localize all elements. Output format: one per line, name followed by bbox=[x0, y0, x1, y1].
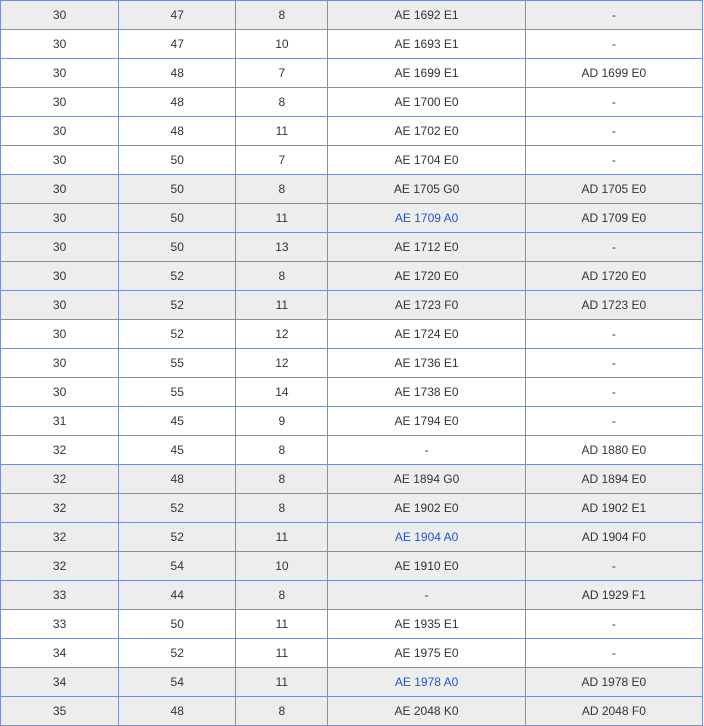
part-number-link[interactable]: AE 1709 A0 bbox=[394, 211, 459, 225]
table-row bbox=[1, 233, 703, 262]
cell-col3: 7 bbox=[236, 146, 328, 175]
cell-col1: 33 bbox=[1, 610, 119, 639]
cell-col1: 30 bbox=[1, 349, 119, 378]
cell-col5: - bbox=[525, 349, 702, 378]
table-body bbox=[1, 1, 703, 726]
cell-col3: 8 bbox=[236, 436, 328, 465]
cell-col3: 11 bbox=[236, 639, 328, 668]
cell-col2: 50 bbox=[119, 175, 236, 204]
cell-col2: 48 bbox=[119, 117, 236, 146]
cell-col5: - bbox=[525, 639, 702, 668]
table-row bbox=[1, 1, 703, 30]
cell-col4: AE 1693 E1 bbox=[328, 30, 525, 59]
cell-col5: AD 1902 E1 bbox=[525, 494, 702, 523]
cell-col1: 32 bbox=[1, 523, 119, 552]
cell-col5: AD 1720 E0 bbox=[525, 262, 702, 291]
table-row bbox=[1, 378, 703, 407]
cell-col4: AE 1975 E0 bbox=[328, 639, 525, 668]
part-number-link[interactable]: AE 1904 A0 bbox=[394, 530, 459, 544]
cell-col5: - bbox=[525, 407, 702, 436]
cell-col2: 50 bbox=[119, 233, 236, 262]
cell-col3: 11 bbox=[236, 204, 328, 233]
cell-col2: 48 bbox=[119, 59, 236, 88]
cell-col5: - bbox=[525, 117, 702, 146]
cell-col1: 32 bbox=[1, 465, 119, 494]
table-row bbox=[1, 30, 703, 59]
cell-col4: AE 1738 E0 bbox=[328, 378, 525, 407]
cell-col1: 30 bbox=[1, 175, 119, 204]
cell-col4: AE 1705 G0 bbox=[328, 175, 525, 204]
cell-col4: AE 1712 E0 bbox=[328, 233, 525, 262]
cell-col4: AE 1723 F0 bbox=[328, 291, 525, 320]
table-row bbox=[1, 291, 703, 320]
cell-col4: AE 1935 E1 bbox=[328, 610, 525, 639]
cell-col3: 8 bbox=[236, 1, 328, 30]
table-row bbox=[1, 465, 703, 494]
cell-col1: 30 bbox=[1, 117, 119, 146]
table-row bbox=[1, 175, 703, 204]
table-row bbox=[1, 581, 703, 610]
cell-col3: 7 bbox=[236, 59, 328, 88]
cell-col4: AE 1699 E1 bbox=[328, 59, 525, 88]
cell-col5: - bbox=[525, 233, 702, 262]
cell-col2: 50 bbox=[119, 204, 236, 233]
table-row bbox=[1, 59, 703, 88]
cell-col2: 50 bbox=[119, 610, 236, 639]
cell-col2: 52 bbox=[119, 523, 236, 552]
table-row bbox=[1, 320, 703, 349]
cell-col4: AE 1700 E0 bbox=[328, 88, 525, 117]
cell-col2: 52 bbox=[119, 291, 236, 320]
cell-col1: 30 bbox=[1, 59, 119, 88]
cell-col2: 52 bbox=[119, 320, 236, 349]
table-row bbox=[1, 523, 703, 552]
cell-col5: AD 1978 E0 bbox=[525, 668, 702, 697]
cell-col3: 8 bbox=[236, 581, 328, 610]
cell-col1: 33 bbox=[1, 581, 119, 610]
cell-col5: - bbox=[525, 320, 702, 349]
cell-col5: - bbox=[525, 1, 702, 30]
cell-col2: 55 bbox=[119, 378, 236, 407]
cell-col2: 50 bbox=[119, 146, 236, 175]
cell-col5: - bbox=[525, 378, 702, 407]
cell-col4: AE 1720 E0 bbox=[328, 262, 525, 291]
cell-col1: 34 bbox=[1, 639, 119, 668]
cell-col4: AE 1794 E0 bbox=[328, 407, 525, 436]
cell-col1: 30 bbox=[1, 320, 119, 349]
cell-col2: 55 bbox=[119, 349, 236, 378]
cell-col2: 48 bbox=[119, 465, 236, 494]
cell-col4: AE 1702 E0 bbox=[328, 117, 525, 146]
cell-col4: AE 2048 K0 bbox=[328, 697, 525, 726]
cell-col2: 47 bbox=[119, 1, 236, 30]
table-row bbox=[1, 117, 703, 146]
cell-col2: 52 bbox=[119, 262, 236, 291]
cell-col3: 12 bbox=[236, 320, 328, 349]
cell-col4: - bbox=[328, 581, 525, 610]
cell-col5: AD 2048 F0 bbox=[525, 697, 702, 726]
cell-col3: 13 bbox=[236, 233, 328, 262]
table-row bbox=[1, 697, 703, 726]
cell-col5: - bbox=[525, 146, 702, 175]
cell-col2: 52 bbox=[119, 639, 236, 668]
table-row bbox=[1, 262, 703, 291]
table-row bbox=[1, 349, 703, 378]
cell-col5: AD 1709 E0 bbox=[525, 204, 702, 233]
cell-col1: 30 bbox=[1, 378, 119, 407]
table-row bbox=[1, 146, 703, 175]
cell-col3: 14 bbox=[236, 378, 328, 407]
cell-col2: 48 bbox=[119, 697, 236, 726]
cell-col5: - bbox=[525, 610, 702, 639]
cell-col2: 54 bbox=[119, 552, 236, 581]
cell-col4 bbox=[328, 523, 525, 552]
cell-col4: AE 1894 G0 bbox=[328, 465, 525, 494]
cell-col3: 8 bbox=[236, 175, 328, 204]
cell-col1: 35 bbox=[1, 697, 119, 726]
cell-col4 bbox=[328, 204, 525, 233]
cell-col3: 12 bbox=[236, 349, 328, 378]
table-row bbox=[1, 668, 703, 697]
cell-col5: AD 1904 F0 bbox=[525, 523, 702, 552]
cell-col3: 9 bbox=[236, 407, 328, 436]
cell-col3: 11 bbox=[236, 523, 328, 552]
cell-col3: 10 bbox=[236, 30, 328, 59]
cell-col3: 8 bbox=[236, 697, 328, 726]
cell-col5: AD 1929 F1 bbox=[525, 581, 702, 610]
cell-col4: - bbox=[328, 436, 525, 465]
table-row bbox=[1, 436, 703, 465]
cell-col3: 8 bbox=[236, 465, 328, 494]
cell-col1: 34 bbox=[1, 668, 119, 697]
cell-col4 bbox=[328, 668, 525, 697]
cell-col2: 54 bbox=[119, 668, 236, 697]
cell-col3: 8 bbox=[236, 494, 328, 523]
cell-col2: 44 bbox=[119, 581, 236, 610]
cell-col3: 8 bbox=[236, 262, 328, 291]
cell-col1: 30 bbox=[1, 204, 119, 233]
cell-col1: 30 bbox=[1, 146, 119, 175]
cell-col4: AE 1692 E1 bbox=[328, 1, 525, 30]
cell-col5: AD 1699 E0 bbox=[525, 59, 702, 88]
cell-col5: - bbox=[525, 552, 702, 581]
cell-col5: - bbox=[525, 30, 702, 59]
cell-col3: 8 bbox=[236, 88, 328, 117]
cell-col5: AD 1705 E0 bbox=[525, 175, 702, 204]
table-row bbox=[1, 639, 703, 668]
cell-col1: 32 bbox=[1, 552, 119, 581]
cell-col3: 11 bbox=[236, 610, 328, 639]
table-row bbox=[1, 88, 703, 117]
cell-col3: 10 bbox=[236, 552, 328, 581]
table-row bbox=[1, 610, 703, 639]
table-row bbox=[1, 407, 703, 436]
cell-col1: 32 bbox=[1, 436, 119, 465]
cell-col2: 47 bbox=[119, 30, 236, 59]
cell-col1: 32 bbox=[1, 494, 119, 523]
cell-col1: 30 bbox=[1, 233, 119, 262]
cell-col2: 48 bbox=[119, 88, 236, 117]
cell-col2: 45 bbox=[119, 407, 236, 436]
table-row bbox=[1, 494, 703, 523]
cell-col5: AD 1723 E0 bbox=[525, 291, 702, 320]
cell-col1: 30 bbox=[1, 262, 119, 291]
table-row bbox=[1, 204, 703, 233]
cell-col5: AD 1880 E0 bbox=[525, 436, 702, 465]
cell-col4: AE 1902 E0 bbox=[328, 494, 525, 523]
cell-col5: - bbox=[525, 88, 702, 117]
cell-col4: AE 1910 E0 bbox=[328, 552, 525, 581]
cell-col3: 11 bbox=[236, 668, 328, 697]
cell-col3: 11 bbox=[236, 117, 328, 146]
cell-col1: 30 bbox=[1, 30, 119, 59]
cell-col4: AE 1724 E0 bbox=[328, 320, 525, 349]
cell-col2: 45 bbox=[119, 436, 236, 465]
cell-col2: 52 bbox=[119, 494, 236, 523]
cell-col1: 30 bbox=[1, 291, 119, 320]
cell-col1: 30 bbox=[1, 88, 119, 117]
cell-col1: 31 bbox=[1, 407, 119, 436]
table-row bbox=[1, 552, 703, 581]
cell-col5: AD 1894 E0 bbox=[525, 465, 702, 494]
part-number-link[interactable]: AE 1978 A0 bbox=[394, 675, 459, 689]
cell-col3: 11 bbox=[236, 291, 328, 320]
cell-col4: AE 1736 E1 bbox=[328, 349, 525, 378]
cell-col4: AE 1704 E0 bbox=[328, 146, 525, 175]
cell-col1: 30 bbox=[1, 1, 119, 30]
